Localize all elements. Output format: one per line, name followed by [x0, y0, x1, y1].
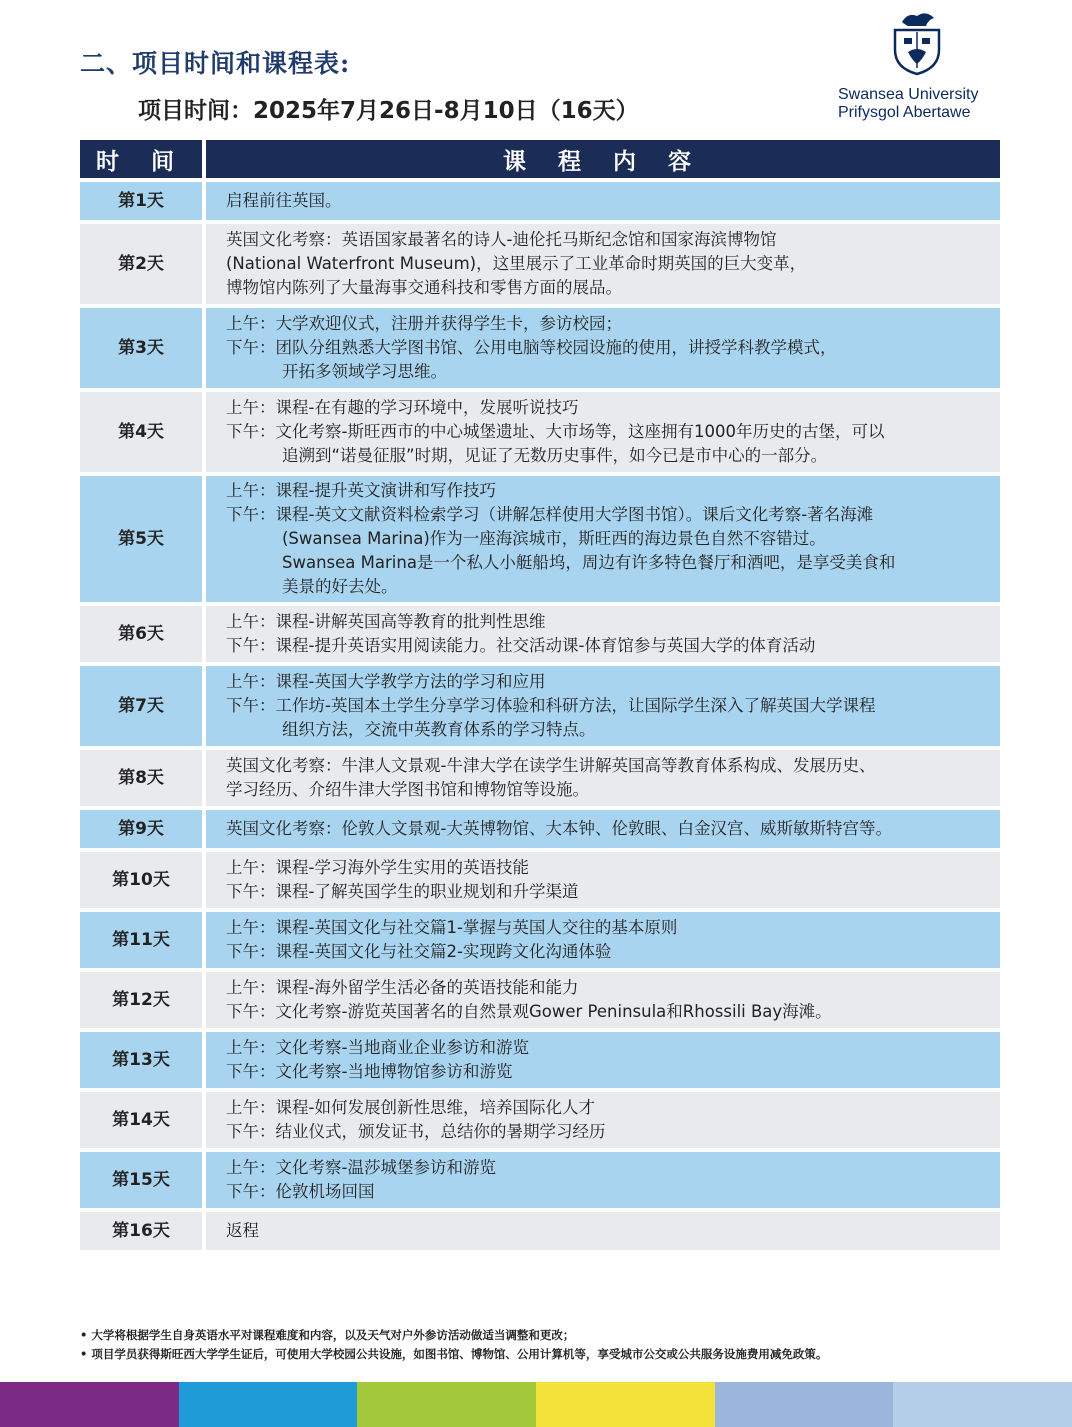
content-line: 上午：课程-英国文化与社交篇1-掌握与英国人交往的基本原则	[226, 918, 678, 937]
schedule-row	[80, 476, 1000, 602]
schedule-row	[80, 912, 1000, 968]
content-line: 上午：课程-提升英文演讲和写作技巧	[226, 481, 496, 500]
footnote: • 项目学员获得斯旺西大学学生证后，可使用大学校园公共设施，如图书馆、博物馆、公用计算机等，享受城市公交或公共服务设施费用减免政策。	[80, 1345, 1020, 1364]
content-line: 启程前往英国。	[226, 191, 342, 210]
schedule-row	[80, 606, 1000, 662]
content-line: 开拓多领域学习思维。	[282, 362, 447, 381]
day-cell: 第16天	[80, 1212, 206, 1250]
schedule-row	[80, 1092, 1000, 1148]
content-cell	[206, 750, 1000, 806]
day-cell: 第10天	[80, 852, 206, 908]
schedule-row	[80, 308, 1000, 388]
schedule-row	[80, 852, 1000, 908]
schedule-row	[80, 810, 1000, 848]
schedule-body	[80, 182, 1000, 1250]
schedule-row	[80, 1212, 1000, 1250]
day-cell: 第15天	[80, 1152, 206, 1208]
content-line: 上午：文化考察-当地商业企业参访和游览	[226, 1038, 529, 1057]
schedule-row	[80, 750, 1000, 806]
content-line: 美景的好去处。	[282, 577, 398, 596]
color-stripe	[893, 1382, 1072, 1427]
day-cell: 第12天	[80, 972, 206, 1028]
content-cell	[206, 392, 1000, 472]
color-stripe	[179, 1382, 358, 1427]
content-line: 下午：课程-了解英国学生的职业规划和升学渠道	[226, 882, 579, 901]
schedule-header-row	[80, 140, 1000, 178]
color-stripe	[0, 1382, 179, 1427]
content-cell	[206, 182, 1000, 220]
section-title: 二、项目时间和课程表:	[80, 49, 351, 78]
day-cell: 第9天	[80, 810, 206, 848]
university-name-en: Swansea University	[838, 86, 979, 103]
content-cell	[206, 476, 1000, 602]
content-line: (Swansea Marina)作为一座海滨城市，斯旺西的海边景色自然不容错过。	[282, 529, 826, 548]
schedule-row	[80, 182, 1000, 220]
content-line: 下午：文化考察-斯旺西市的中心城堡遗址、大市场等，这座拥有1000年历史的古堡，可以	[226, 422, 885, 441]
content-line: 上午：大学欢迎仪式，注册并获得学生卡，参访校园；	[226, 314, 622, 333]
day-cell: 第3天	[80, 308, 206, 388]
content-line: 上午：课程-如何发展创新性思维，培养国际化人才	[226, 1098, 595, 1117]
header-content: 课 程 内 容	[206, 140, 1000, 178]
content-cell	[206, 912, 1000, 968]
content-line: 下午：结业仪式，颁发证书，总结你的暑期学习经历	[226, 1122, 606, 1141]
content-cell	[206, 224, 1000, 304]
day-cell: 第4天	[80, 392, 206, 472]
content-line: Swansea Marina是一个私人小艇船坞，周边有许多特色餐厅和酒吧，是享受美食和	[282, 553, 896, 572]
content-cell	[206, 606, 1000, 662]
day-cell: 第1天	[80, 182, 206, 220]
content-line: 英国文化考察：英语国家最著名的诗人-迪伦托马斯纪念馆和国家海滨博物馆	[226, 230, 777, 249]
day-cell: 第2天	[80, 224, 206, 304]
university-logo	[832, 8, 1002, 120]
content-line: 组织方法，交流中英教育体系的学习特点。	[282, 720, 596, 739]
content-line: 上午：课程-讲解英国高等教育的批判性思维	[226, 612, 546, 631]
schedule-row	[80, 224, 1000, 304]
color-stripe	[536, 1382, 715, 1427]
content-line: 下午：团队分组熟悉大学图书馆、公用电脑等校园设施的使用，讲授学科教学模式，	[226, 338, 837, 357]
content-line: 下午：文化考察-当地博物馆参访和游览	[226, 1062, 513, 1081]
content-line: (National Waterfront Museum)，这里展示了工业革命时期英国的巨大变革，	[226, 254, 807, 273]
university-name-cy: Prifysgol Abertawe	[838, 104, 971, 121]
content-line: 学习经历、介绍牛津大学图书馆和博物馆等设施。	[226, 780, 589, 799]
content-line: 下午：课程-英国文化与社交篇2-实现跨文化沟通体验	[226, 942, 612, 961]
content-cell	[206, 852, 1000, 908]
content-line: 上午：课程-英国大学教学方法的学习和应用	[226, 672, 546, 691]
day-cell: 第14天	[80, 1092, 206, 1148]
content-cell	[206, 666, 1000, 746]
schedule-row	[80, 392, 1000, 472]
project-time: 项目时间：2025年7月26日-8月10日（16天）	[138, 98, 639, 124]
content-cell	[206, 1212, 1000, 1250]
color-stripe-bar	[0, 1382, 1072, 1427]
color-stripe	[715, 1382, 894, 1427]
content-line: 追溯到“诺曼征服”时期，见证了无数历史事件，如今已是市中心的一部分。	[282, 446, 828, 465]
content-cell	[206, 308, 1000, 388]
content-line: 下午：伦敦机场回国	[226, 1182, 375, 1201]
footnote: • 大学将根据学生自身英语水平对课程难度和内容，以及天气对户外参访活动做适当调整和更改；	[80, 1326, 1020, 1345]
content-line: 下午：课程-提升英语实用阅读能力。社交活动课-体育馆参与英国大学的体育活动	[226, 636, 816, 655]
content-cell	[206, 810, 1000, 848]
content-line: 英国文化考察：伦敦人文景观-大英博物馆、大本钟、伦敦眼、白金汉宫、威斯敏斯特宫等。	[226, 819, 892, 838]
day-cell: 第7天	[80, 666, 206, 746]
schedule-row	[80, 1152, 1000, 1208]
content-line: 返程	[226, 1221, 259, 1240]
content-cell	[206, 972, 1000, 1028]
content-line: 下午：工作坊-英国本土学生分享学习体验和科研方法，让国际学生深入了解英国大学课程	[226, 696, 876, 715]
content-cell	[206, 1092, 1000, 1148]
schedule-table	[80, 136, 1000, 1254]
footnotes	[80, 1326, 1020, 1364]
content-line: 上午：课程-在有趣的学习环境中，发展听说技巧	[226, 398, 579, 417]
content-line: 上午：文化考察-温莎城堡参访和游览	[226, 1158, 496, 1177]
content-line: 下午：文化考察-游览英国著名的自然景观Gower Peninsula和Rhossili Bay海滩。	[226, 1002, 832, 1021]
content-line: 下午：课程-英文文献资料检索学习（讲解怎样使用大学图书馆）。课后文化考察-著名海滩	[226, 505, 874, 524]
header-time: 时 间	[80, 140, 206, 178]
schedule-row	[80, 972, 1000, 1028]
content-line: 上午：课程-海外留学生活必备的英语技能和能力	[226, 978, 579, 997]
schedule-row	[80, 666, 1000, 746]
university-crest-icon	[890, 8, 944, 76]
content-line: 英国文化考察：牛津人文景观-牛津大学在读学生讲解英国高等教育体系构成、发展历史、	[226, 756, 876, 775]
day-cell: 第5天	[80, 476, 206, 602]
day-cell: 第11天	[80, 912, 206, 968]
content-line: 博物馆内陈列了大量海事交通科技和零售方面的展品。	[226, 278, 622, 297]
content-cell	[206, 1032, 1000, 1088]
day-cell: 第13天	[80, 1032, 206, 1088]
day-cell: 第8天	[80, 750, 206, 806]
content-cell	[206, 1152, 1000, 1208]
color-stripe	[357, 1382, 536, 1427]
content-line: 上午：课程-学习海外学生实用的英语技能	[226, 858, 529, 877]
schedule-row	[80, 1032, 1000, 1088]
day-cell: 第6天	[80, 606, 206, 662]
